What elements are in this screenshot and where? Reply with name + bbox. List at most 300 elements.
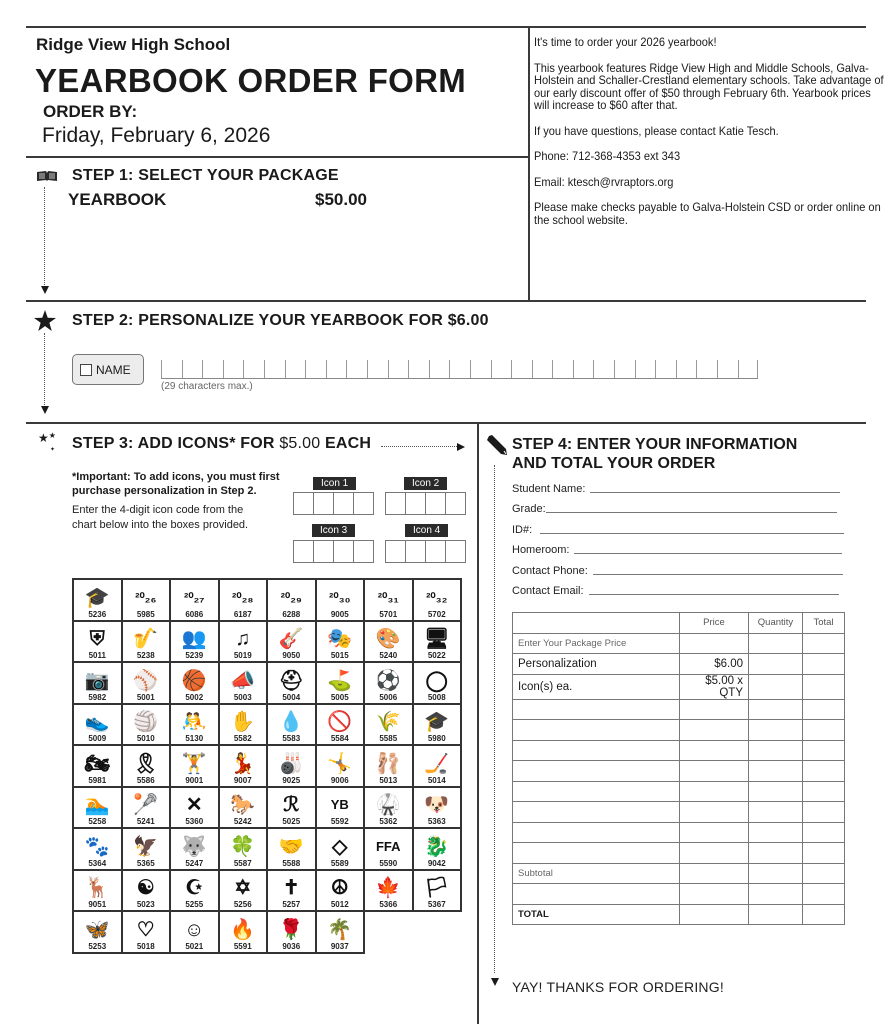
- icon-code: 5362: [379, 817, 398, 826]
- letter-r-icon: ℛ: [283, 794, 300, 816]
- icon-code: 9051: [88, 900, 107, 909]
- item-cell: Enter Your Package Price: [513, 633, 680, 654]
- icon-code: 5008: [427, 692, 446, 702]
- info-intro: It's time to order your 2026 yearbook!: [534, 35, 717, 49]
- icon1-code-input[interactable]: [293, 492, 374, 515]
- item-cell: [513, 802, 680, 823]
- icon-code: 5023: [136, 900, 155, 909]
- icon-cell-9050: [268, 622, 317, 664]
- icon-code: 5004: [282, 692, 301, 702]
- year-2031-icon: ²⁰₃₁: [377, 589, 399, 605]
- icon-cell-5130: [171, 705, 220, 747]
- name-char-box[interactable]: [573, 360, 594, 378]
- icon-cell-5241: [123, 788, 172, 830]
- value-cell[interactable]: [803, 822, 845, 843]
- value-cell[interactable]: [749, 822, 803, 843]
- wheat-icon: 🌾: [375, 711, 401, 733]
- icon-cell-5240: [365, 622, 414, 664]
- palm-trees-icon: 🌴: [327, 918, 353, 941]
- icon-cell-9006: [317, 746, 366, 788]
- item-cell: [513, 884, 680, 905]
- yin-yang-icon: ☯: [136, 877, 155, 899]
- icon-code: 5241: [136, 817, 155, 826]
- icon-code: 5003: [233, 692, 252, 702]
- table-row: [513, 863, 845, 884]
- name-char-box[interactable]: [717, 360, 738, 378]
- american-flag-icon: 🏳: [424, 877, 450, 899]
- value-cell[interactable]: [749, 863, 803, 884]
- student-name-label: Student Name:: [512, 483, 586, 495]
- cross-icon: ✝: [282, 877, 300, 899]
- icon3-code-input[interactable]: [293, 540, 374, 563]
- icon-code: 9036: [282, 941, 301, 951]
- paw-print-icon: 🐾: [84, 835, 110, 858]
- icon-cell-5980: [414, 705, 463, 747]
- icon-code: 5985: [136, 609, 155, 619]
- checkbox-icon[interactable]: [80, 364, 92, 376]
- step3-price: $5.00: [279, 435, 321, 452]
- value-cell[interactable]: [803, 720, 845, 741]
- top-border: [26, 26, 866, 28]
- awareness-ribbon-icon: 🎗: [133, 752, 159, 775]
- icon-cell-5588: [268, 829, 317, 871]
- icon-code: 5589: [330, 858, 349, 868]
- name-char-box[interactable]: [408, 360, 429, 378]
- grade-input[interactable]: [546, 511, 837, 513]
- homeroom-field[interactable]: [512, 544, 842, 556]
- item-cell: [513, 822, 680, 843]
- item-cell: Icon(s) ea.: [513, 674, 680, 699]
- icon-cell-6187: [220, 580, 269, 622]
- id-label: ID#:: [512, 524, 533, 536]
- icon-cell-5363: [414, 788, 463, 830]
- item-cell: [513, 781, 680, 802]
- basketball-icon: 🏀: [181, 669, 207, 692]
- icon-code: 6187: [233, 609, 252, 619]
- name-char-box[interactable]: [532, 360, 553, 378]
- icon-cell-5021: [171, 912, 220, 954]
- eagle-icon: 🦅: [133, 835, 159, 858]
- gymnast-icon: 🤸: [327, 752, 353, 775]
- info-panel: [534, 36, 884, 239]
- name-char-box[interactable]: [696, 360, 717, 378]
- icon-cell-5012: [317, 871, 366, 913]
- value-cell[interactable]: [680, 863, 749, 884]
- icon2-code-input[interactable]: [385, 492, 466, 515]
- name-char-box[interactable]: [676, 360, 697, 378]
- table-row: [513, 674, 845, 699]
- info-email: Email: ktesch@rvraptors.org: [534, 174, 674, 189]
- icon-code: 5253: [88, 941, 107, 951]
- table-header-cell: [513, 613, 680, 634]
- icon-code: 5242: [233, 817, 252, 826]
- icon-cell-5014: [414, 746, 463, 788]
- deer-icon: 🦌: [84, 877, 110, 899]
- graduate-figure-icon: 🎓: [424, 711, 450, 733]
- icon-cell-5255: [171, 871, 220, 913]
- icon-cell-5592: [317, 788, 366, 830]
- value-cell[interactable]: [680, 884, 749, 905]
- icon-cell-5362: [365, 788, 414, 830]
- step3-step4-divider: [477, 424, 479, 1024]
- icon-cell-5985: [123, 580, 172, 622]
- icon-cell-5238: [123, 622, 172, 664]
- name-char-box[interactable]: [161, 360, 182, 378]
- name-char-box[interactable]: [285, 360, 306, 378]
- value-cell[interactable]: $5.00 x QTY: [680, 674, 749, 699]
- id-field[interactable]: [512, 524, 844, 536]
- diamond-icon: ◇: [332, 835, 348, 858]
- package-name: YEARBOOK: [68, 190, 167, 209]
- homeroom-input[interactable]: [574, 552, 842, 554]
- step2-bottom-border: [26, 422, 866, 424]
- student-name-input[interactable]: [590, 491, 840, 493]
- icon-code: 5247: [185, 858, 204, 868]
- value-cell[interactable]: [680, 843, 749, 864]
- icons-instructions: Enter the 4-digit icon code from the chart below into the boxes provided.: [72, 504, 249, 531]
- value-cell[interactable]: [803, 740, 845, 761]
- icon-code: 5590: [379, 858, 398, 868]
- value-cell[interactable]: [803, 843, 845, 864]
- icon-cell-5239: [171, 622, 220, 664]
- step2-title-text: STEP 2: PERSONALIZE YOUR YEARBOOK FOR: [72, 312, 444, 329]
- icon-cell-5584: [317, 705, 366, 747]
- icon-cell-5702: [414, 580, 463, 622]
- homeroom-label: Homeroom:: [512, 544, 570, 556]
- handshake-icon: 🤝: [278, 835, 304, 858]
- peace-sign-icon: ☮: [330, 877, 349, 899]
- dragon-icon: 🐉: [424, 835, 450, 858]
- value-cell[interactable]: [749, 884, 803, 905]
- soccer-ball-icon: ⚽: [375, 669, 401, 692]
- name-char-box[interactable]: [738, 360, 759, 378]
- icon-cell-5003: [220, 663, 269, 705]
- icon-code: 5130: [185, 734, 204, 743]
- personalize-name-checkbox[interactable]: [72, 354, 144, 385]
- music-notes-icon: ♫: [235, 628, 251, 650]
- package-price: $50.00: [315, 190, 367, 209]
- icon-cell-9007: [220, 746, 269, 788]
- icon-cell-5257: [268, 871, 317, 913]
- icon-cell-5367: [414, 871, 463, 913]
- icon-cell-9025: [268, 746, 317, 788]
- icon-cell-5256: [220, 871, 269, 913]
- info-phone: Phone: 712-368-4353 ext 343: [534, 149, 681, 163]
- icon-cell-5025: [268, 788, 317, 830]
- icon-cell-5002: [171, 663, 220, 705]
- pencil-icon: [486, 434, 508, 461]
- name-character-input[interactable]: [161, 360, 758, 379]
- icon-code: 5365: [136, 858, 155, 868]
- value-cell[interactable]: [680, 740, 749, 761]
- rose-icon: 🌹: [278, 918, 304, 941]
- step2-flow-line: [44, 333, 45, 405]
- icon-code: 9005: [330, 609, 349, 619]
- ballet-shoes-icon: 🩰: [375, 752, 401, 775]
- item-cell: TOTAL: [513, 904, 680, 925]
- icon-code: 5019: [233, 651, 252, 660]
- item-cell: [513, 720, 680, 741]
- icon-code: 5366: [379, 900, 398, 909]
- value-cell[interactable]: [803, 781, 845, 802]
- value-cell[interactable]: [749, 654, 803, 675]
- icon-code: 5240: [379, 651, 398, 660]
- name-char-box[interactable]: [511, 360, 532, 378]
- icon-cell-5011: [74, 622, 123, 664]
- info-body: This yearbook features Ridge View High and Middle Schools, Galva-Holstein and Schaller-Crestland elementary schools. Take advantage of our early discount offer of $50 through February 6th. Yearbook prices will increase to $60 after that.: [534, 60, 884, 112]
- icon-code: 9037: [330, 941, 349, 951]
- icon-code: 5022: [427, 651, 446, 660]
- bulldog-icon: 🐶: [424, 794, 450, 816]
- icon-code: 5586: [136, 775, 155, 785]
- year-2026-icon: ²⁰₂₆: [135, 589, 157, 605]
- step3-arrow-right: [381, 443, 465, 451]
- icon-code: 5364: [88, 858, 107, 868]
- icon-cell-9036: [268, 912, 317, 954]
- year-2029-icon: ²⁰₂₉: [280, 589, 302, 605]
- computer-icon: 🖥: [424, 628, 450, 650]
- char-limit-note: (29 characters max.): [161, 381, 253, 392]
- icon-code: 5236: [88, 609, 107, 619]
- contact-phone-input[interactable]: [593, 573, 843, 575]
- value-cell[interactable]: [749, 843, 803, 864]
- icon-code: 5021: [185, 941, 204, 951]
- icon-cell-5008: [414, 663, 463, 705]
- star-of-david-icon: ✡: [234, 877, 252, 899]
- value-cell[interactable]: [680, 781, 749, 802]
- star-crescent-icon: ☪: [185, 877, 204, 899]
- guitar-icon: 🎸: [278, 628, 304, 650]
- karate-icon: 🥋: [375, 794, 401, 816]
- value-cell[interactable]: [680, 699, 749, 720]
- icon-code: 5238: [136, 651, 155, 660]
- icon-cell-5364: [74, 829, 123, 871]
- year-2032-icon: ²⁰₃₂: [426, 589, 448, 605]
- icon-code: 5013: [379, 775, 398, 785]
- icon-code: 5010: [136, 734, 155, 743]
- table-row: [513, 884, 845, 905]
- icon-cell-5018: [123, 912, 172, 954]
- value-cell[interactable]: [803, 761, 845, 782]
- name-char-box[interactable]: [491, 360, 512, 378]
- icon-cell-5365: [123, 829, 172, 871]
- icon-chart: [72, 578, 462, 954]
- icon-code: 5585: [379, 734, 398, 743]
- icon-cell-9042: [414, 829, 463, 871]
- table-header-cell: Quantity: [749, 613, 803, 634]
- tennis-ball-icon: ◯: [425, 669, 448, 692]
- table-row: [513, 761, 845, 782]
- icon-code: 5014: [427, 775, 446, 785]
- contact-phone-field[interactable]: [512, 565, 843, 577]
- earth-drop-icon: 💧: [278, 711, 304, 733]
- year-2027-icon: ²⁰₂₇: [183, 589, 205, 605]
- name-char-box[interactable]: [429, 360, 450, 378]
- icon-cell-5586: [123, 746, 172, 788]
- value-cell[interactable]: [749, 674, 803, 699]
- value-cell[interactable]: [680, 904, 749, 925]
- value-cell[interactable]: $6.00: [680, 654, 749, 675]
- icon-code: 5584: [330, 734, 349, 743]
- icon-cell-5258: [74, 788, 123, 830]
- yb-staff-icon: YB: [330, 797, 349, 812]
- smiley-icon: ☺: [184, 918, 205, 941]
- icon-code: 5018: [136, 941, 155, 951]
- step4-title-line2: AND TOTAL YOUR ORDER: [512, 455, 716, 472]
- icon1-label: Icon 1: [313, 477, 356, 490]
- page-title: YEARBOOK ORDER FORM: [35, 62, 467, 99]
- value-cell[interactable]: [680, 633, 749, 654]
- name-char-box[interactable]: [326, 360, 347, 378]
- name-char-box[interactable]: [182, 360, 203, 378]
- stars-icon: ★★ ✦: [38, 431, 56, 453]
- value-cell[interactable]: [749, 781, 803, 802]
- value-cell[interactable]: [680, 720, 749, 741]
- step4-title: [512, 435, 797, 473]
- value-cell[interactable]: [803, 633, 845, 654]
- icons-important-note: *Important: To add icons, you must first purchase personalization in Step 2.: [72, 471, 280, 497]
- name-char-box[interactable]: [202, 360, 223, 378]
- value-cell[interactable]: [803, 674, 845, 699]
- icon-code: 5239: [185, 651, 204, 660]
- table-header-row: [513, 613, 845, 634]
- icon-cell-5589: [317, 829, 366, 871]
- name-char-box[interactable]: [305, 360, 326, 378]
- thanks-message: YAY! THANKS FOR ORDERING!: [512, 979, 724, 995]
- icon-cell-9001: [171, 746, 220, 788]
- order-by-date: Friday, February 6, 2026: [42, 124, 271, 147]
- value-cell[interactable]: [680, 822, 749, 843]
- dancer-icon: 💃: [230, 752, 256, 775]
- icon-cell-5010: [123, 705, 172, 747]
- icon-cell-5582: [220, 705, 269, 747]
- icon-cell-5247: [171, 829, 220, 871]
- table-row: [513, 843, 845, 864]
- butterfly-icon: 🦋: [84, 918, 110, 941]
- name-char-box[interactable]: [593, 360, 614, 378]
- value-cell[interactable]: [749, 904, 803, 925]
- item-cell: [513, 699, 680, 720]
- value-cell[interactable]: [680, 802, 749, 823]
- icon-code: 9007: [233, 775, 252, 785]
- icon-cell-5590: [365, 829, 414, 871]
- icon-cell-9005: [317, 580, 366, 622]
- name-char-box[interactable]: [655, 360, 676, 378]
- barbell-icon: 🏋: [181, 752, 207, 775]
- icon-cell-9051: [74, 871, 123, 913]
- icon-code: 5012: [330, 900, 349, 909]
- value-cell[interactable]: [749, 740, 803, 761]
- no-bully-icon: 🚫: [327, 711, 353, 733]
- star-icon: [34, 310, 56, 336]
- icon-cell-5023: [123, 871, 172, 913]
- student-name-field[interactable]: [512, 483, 840, 495]
- name-char-box[interactable]: [614, 360, 635, 378]
- item-cell: Subtotal: [513, 863, 680, 884]
- lacrosse-icon: 🥍: [133, 794, 159, 816]
- icon-code: 9042: [427, 858, 446, 868]
- theater-masks-icon: 🎭: [327, 628, 353, 650]
- ffa-icon: FFA: [375, 838, 401, 854]
- icon-code: 5006: [379, 692, 398, 702]
- contact-phone-label: Contact Phone:: [512, 565, 588, 577]
- name-char-box[interactable]: [223, 360, 244, 378]
- name-char-box[interactable]: [346, 360, 367, 378]
- art-palette-icon: 🎨: [375, 628, 401, 650]
- value-cell[interactable]: [803, 802, 845, 823]
- icon-cell-5585: [365, 705, 414, 747]
- horse-icon: 🐎: [230, 794, 256, 816]
- icon-code: 5592: [330, 817, 349, 826]
- item-cell: [513, 740, 680, 761]
- name-label: NAME: [96, 362, 131, 377]
- contact-email-field[interactable]: [512, 585, 839, 597]
- step4-arrow-icon: [491, 978, 499, 986]
- grade-field[interactable]: [512, 503, 837, 515]
- value-cell[interactable]: [803, 699, 845, 720]
- icon-code: 5588: [282, 858, 301, 868]
- name-char-box[interactable]: [635, 360, 656, 378]
- icon2-label: Icon 2: [404, 477, 447, 490]
- step4-flow-line: [494, 465, 495, 973]
- name-char-box[interactable]: [367, 360, 388, 378]
- icon-code: 9001: [185, 775, 204, 785]
- value-cell[interactable]: [749, 699, 803, 720]
- name-char-box[interactable]: [388, 360, 409, 378]
- icon-cell-5019: [220, 622, 269, 664]
- header-divider: [528, 28, 530, 302]
- icon-cell-5022: [414, 622, 463, 664]
- crest-icon: ⛨: [89, 628, 105, 650]
- icon-cell-5236: [74, 580, 123, 622]
- icon-code: 5001: [136, 692, 155, 702]
- value-cell[interactable]: [749, 761, 803, 782]
- contact-email-input[interactable]: [589, 593, 839, 595]
- name-char-box[interactable]: [449, 360, 470, 378]
- value-cell[interactable]: [803, 904, 845, 925]
- step1-flow-line: [44, 187, 45, 285]
- icon-cell-5009: [74, 705, 123, 747]
- order-total-table: [512, 612, 845, 925]
- value-cell[interactable]: [749, 720, 803, 741]
- school-name: Ridge View High School: [36, 35, 231, 54]
- choir-icon: 👥: [181, 628, 207, 650]
- value-cell[interactable]: [680, 761, 749, 782]
- icon-cell-5253: [74, 912, 123, 954]
- name-char-box[interactable]: [470, 360, 491, 378]
- icon-cell-5587: [220, 829, 269, 871]
- table-header-cell: Price: [680, 613, 749, 634]
- id-input[interactable]: [540, 532, 844, 534]
- order-by-label: ORDER BY:: [43, 102, 138, 121]
- icon4-code-input[interactable]: [385, 540, 466, 563]
- name-char-box[interactable]: [552, 360, 573, 378]
- camera-icon: 📷: [84, 669, 110, 692]
- step1-bottom-border: [26, 300, 866, 302]
- motorcycle-icon: 🏍: [84, 752, 110, 775]
- value-cell[interactable]: [749, 802, 803, 823]
- value-cell[interactable]: [749, 633, 803, 654]
- icon-code: 6086: [185, 609, 204, 619]
- grade-label: Grade:: [512, 503, 546, 515]
- name-char-box[interactable]: [243, 360, 264, 378]
- icon-code: 5582: [233, 734, 252, 743]
- value-cell[interactable]: [803, 863, 845, 884]
- value-cell[interactable]: [803, 654, 845, 675]
- name-char-box[interactable]: [264, 360, 285, 378]
- step2-arrow-icon: [41, 406, 49, 414]
- value-cell[interactable]: [803, 884, 845, 905]
